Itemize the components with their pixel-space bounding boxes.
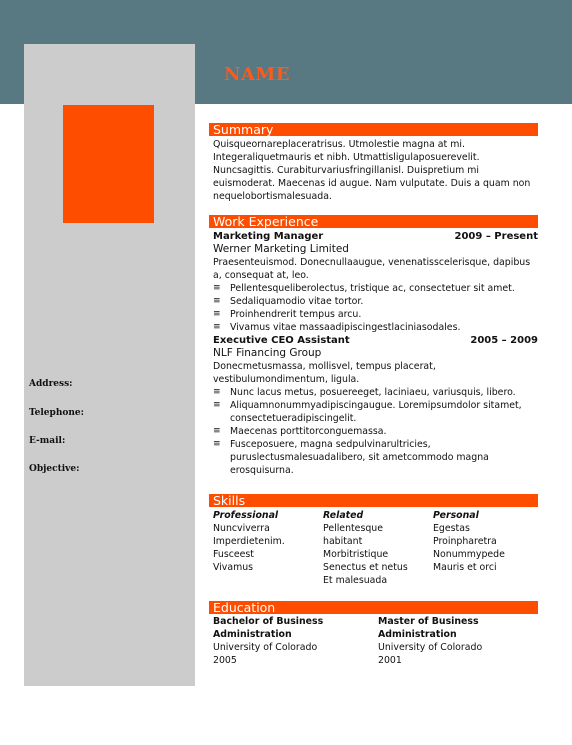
job-entry — [213, 230, 538, 334]
list-item: Nuncviverra — [213, 523, 270, 534]
education-school: University of Colorado — [378, 642, 483, 653]
job-header — [213, 334, 538, 347]
contact-objective-label: Objective: — [29, 464, 80, 474]
list-item: Egestas — [433, 523, 470, 534]
bullet-icon: ≡ — [213, 387, 221, 397]
list-item: Pellentesque — [323, 523, 383, 534]
education-school: University of Colorado — [213, 642, 318, 653]
job-company: Werner Marketing Limited — [213, 243, 349, 255]
list-item: Nonummypede — [433, 549, 505, 560]
job-bullets — [213, 386, 538, 477]
education-degree: Master of Business — [378, 616, 479, 627]
skills-column-related — [323, 509, 433, 587]
bullet-icon: ≡ — [213, 322, 221, 332]
bullet-icon: ≡ — [213, 400, 221, 410]
education-year: 2001 — [378, 655, 402, 666]
list-item: Et malesuada — [323, 575, 388, 586]
job-title: Executive CEO Assistant — [213, 335, 350, 346]
job-dates: 2009 – Present — [454, 231, 538, 242]
list-item: Morbitristique — [323, 549, 389, 560]
summary-section — [213, 138, 538, 203]
contact-address-label: Address: — [29, 379, 73, 389]
bullet-icon: ≡ — [213, 439, 221, 449]
photo-placeholder — [63, 105, 154, 223]
job-title: Marketing Manager — [213, 231, 324, 242]
education-degree: Bachelor of Business — [213, 616, 324, 627]
list-item: Mauris et orci — [433, 562, 497, 573]
education-degree: Administration — [213, 629, 292, 640]
work-experience-heading: Work Experience — [209, 215, 538, 228]
education-degree: Administration — [378, 629, 457, 640]
education-section — [213, 615, 538, 667]
list-item: habitant — [323, 536, 363, 547]
list-item: ≡ Pellentesqueliberolectus, tristique ac, consectetuer sit amet. — [213, 283, 515, 294]
job-company: NLF Financing Group — [213, 347, 322, 359]
bullet-icon: ≡ — [213, 426, 221, 436]
summary-heading: Summary — [209, 123, 538, 136]
list-item: ≡ Maecenas porttitorconguemassa. — [213, 426, 387, 437]
skills-column-header: Related — [323, 510, 364, 521]
list-item: ≡ Vivamus vitae massaadipiscingestlaciniasodales. — [213, 322, 461, 333]
education-entry — [378, 615, 538, 667]
list-item: Proinpharetra — [433, 536, 497, 547]
resume-name: NAME — [224, 64, 291, 85]
list-item: Vivamus — [213, 562, 254, 573]
skills-column-header: Professional — [213, 510, 279, 521]
list-item: ≡ Fusceposuere, magna sedpulvinarultricies, puruslectusmalesuadalibero, sit ametcommodo magna erosquisurna. — [213, 439, 489, 476]
bullet-icon: ≡ — [213, 296, 221, 306]
list-item: Senectus et netus — [323, 562, 408, 573]
contact-email-label: E-mail: — [29, 436, 66, 446]
list-item: Fusceest — [213, 549, 254, 560]
education-entry — [213, 615, 378, 667]
education-heading: Education — [209, 601, 538, 614]
skills-column-header: Personal — [433, 510, 479, 521]
education-year: 2005 — [213, 655, 237, 666]
job-description: Praesenteuismod. Donecnullaaugue, venenatisscelerisque, dapibus a, consequat at, leo. — [213, 257, 531, 281]
skills-heading: Skills — [209, 494, 538, 507]
job-dates: 2005 – 2009 — [470, 335, 538, 346]
contact-telephone-label: Telephone: — [29, 408, 84, 418]
list-item: ≡ Sedaliquamodio vitae tortor. — [213, 296, 364, 307]
job-bullets — [213, 282, 538, 334]
skills-column-professional — [213, 509, 323, 587]
skills-column-personal — [433, 509, 538, 587]
list-item: Imperdietenim. — [213, 536, 285, 547]
list-item: ≡ Nunc lacus metus, posuereeget, laciniaeu, variusquis, libero. — [213, 387, 516, 398]
job-header — [213, 230, 538, 243]
list-item: ≡ Proinhendrerit tempus arcu. — [213, 309, 362, 320]
summary-text: Quisqueornareplaceratrisus. Utmolestie magna at mi. Integeraliquetmauris et nibh. Utmattisligulaposuerevelit. Nuncsagittis. Curabiturvariusfringillanisl. Duispretium mi euismoderat. Maecenas id augue. Nam vulputate. Duis a quam non nequelobortismalesuada. — [213, 139, 531, 202]
skills-section — [213, 509, 538, 587]
job-entry — [213, 334, 538, 477]
job-description: Donecmetusmassa, mollisvel, tempus placerat, vestibulumondimentum, ligula. — [213, 361, 436, 385]
work-experience-section — [213, 230, 538, 477]
list-item: ≡ Aliquamnonummyadipiscingaugue. Loremipsumdolor sitamet, consectetueradipiscingelit. — [213, 400, 522, 424]
bullet-icon: ≡ — [213, 283, 221, 293]
bullet-icon: ≡ — [213, 309, 221, 319]
